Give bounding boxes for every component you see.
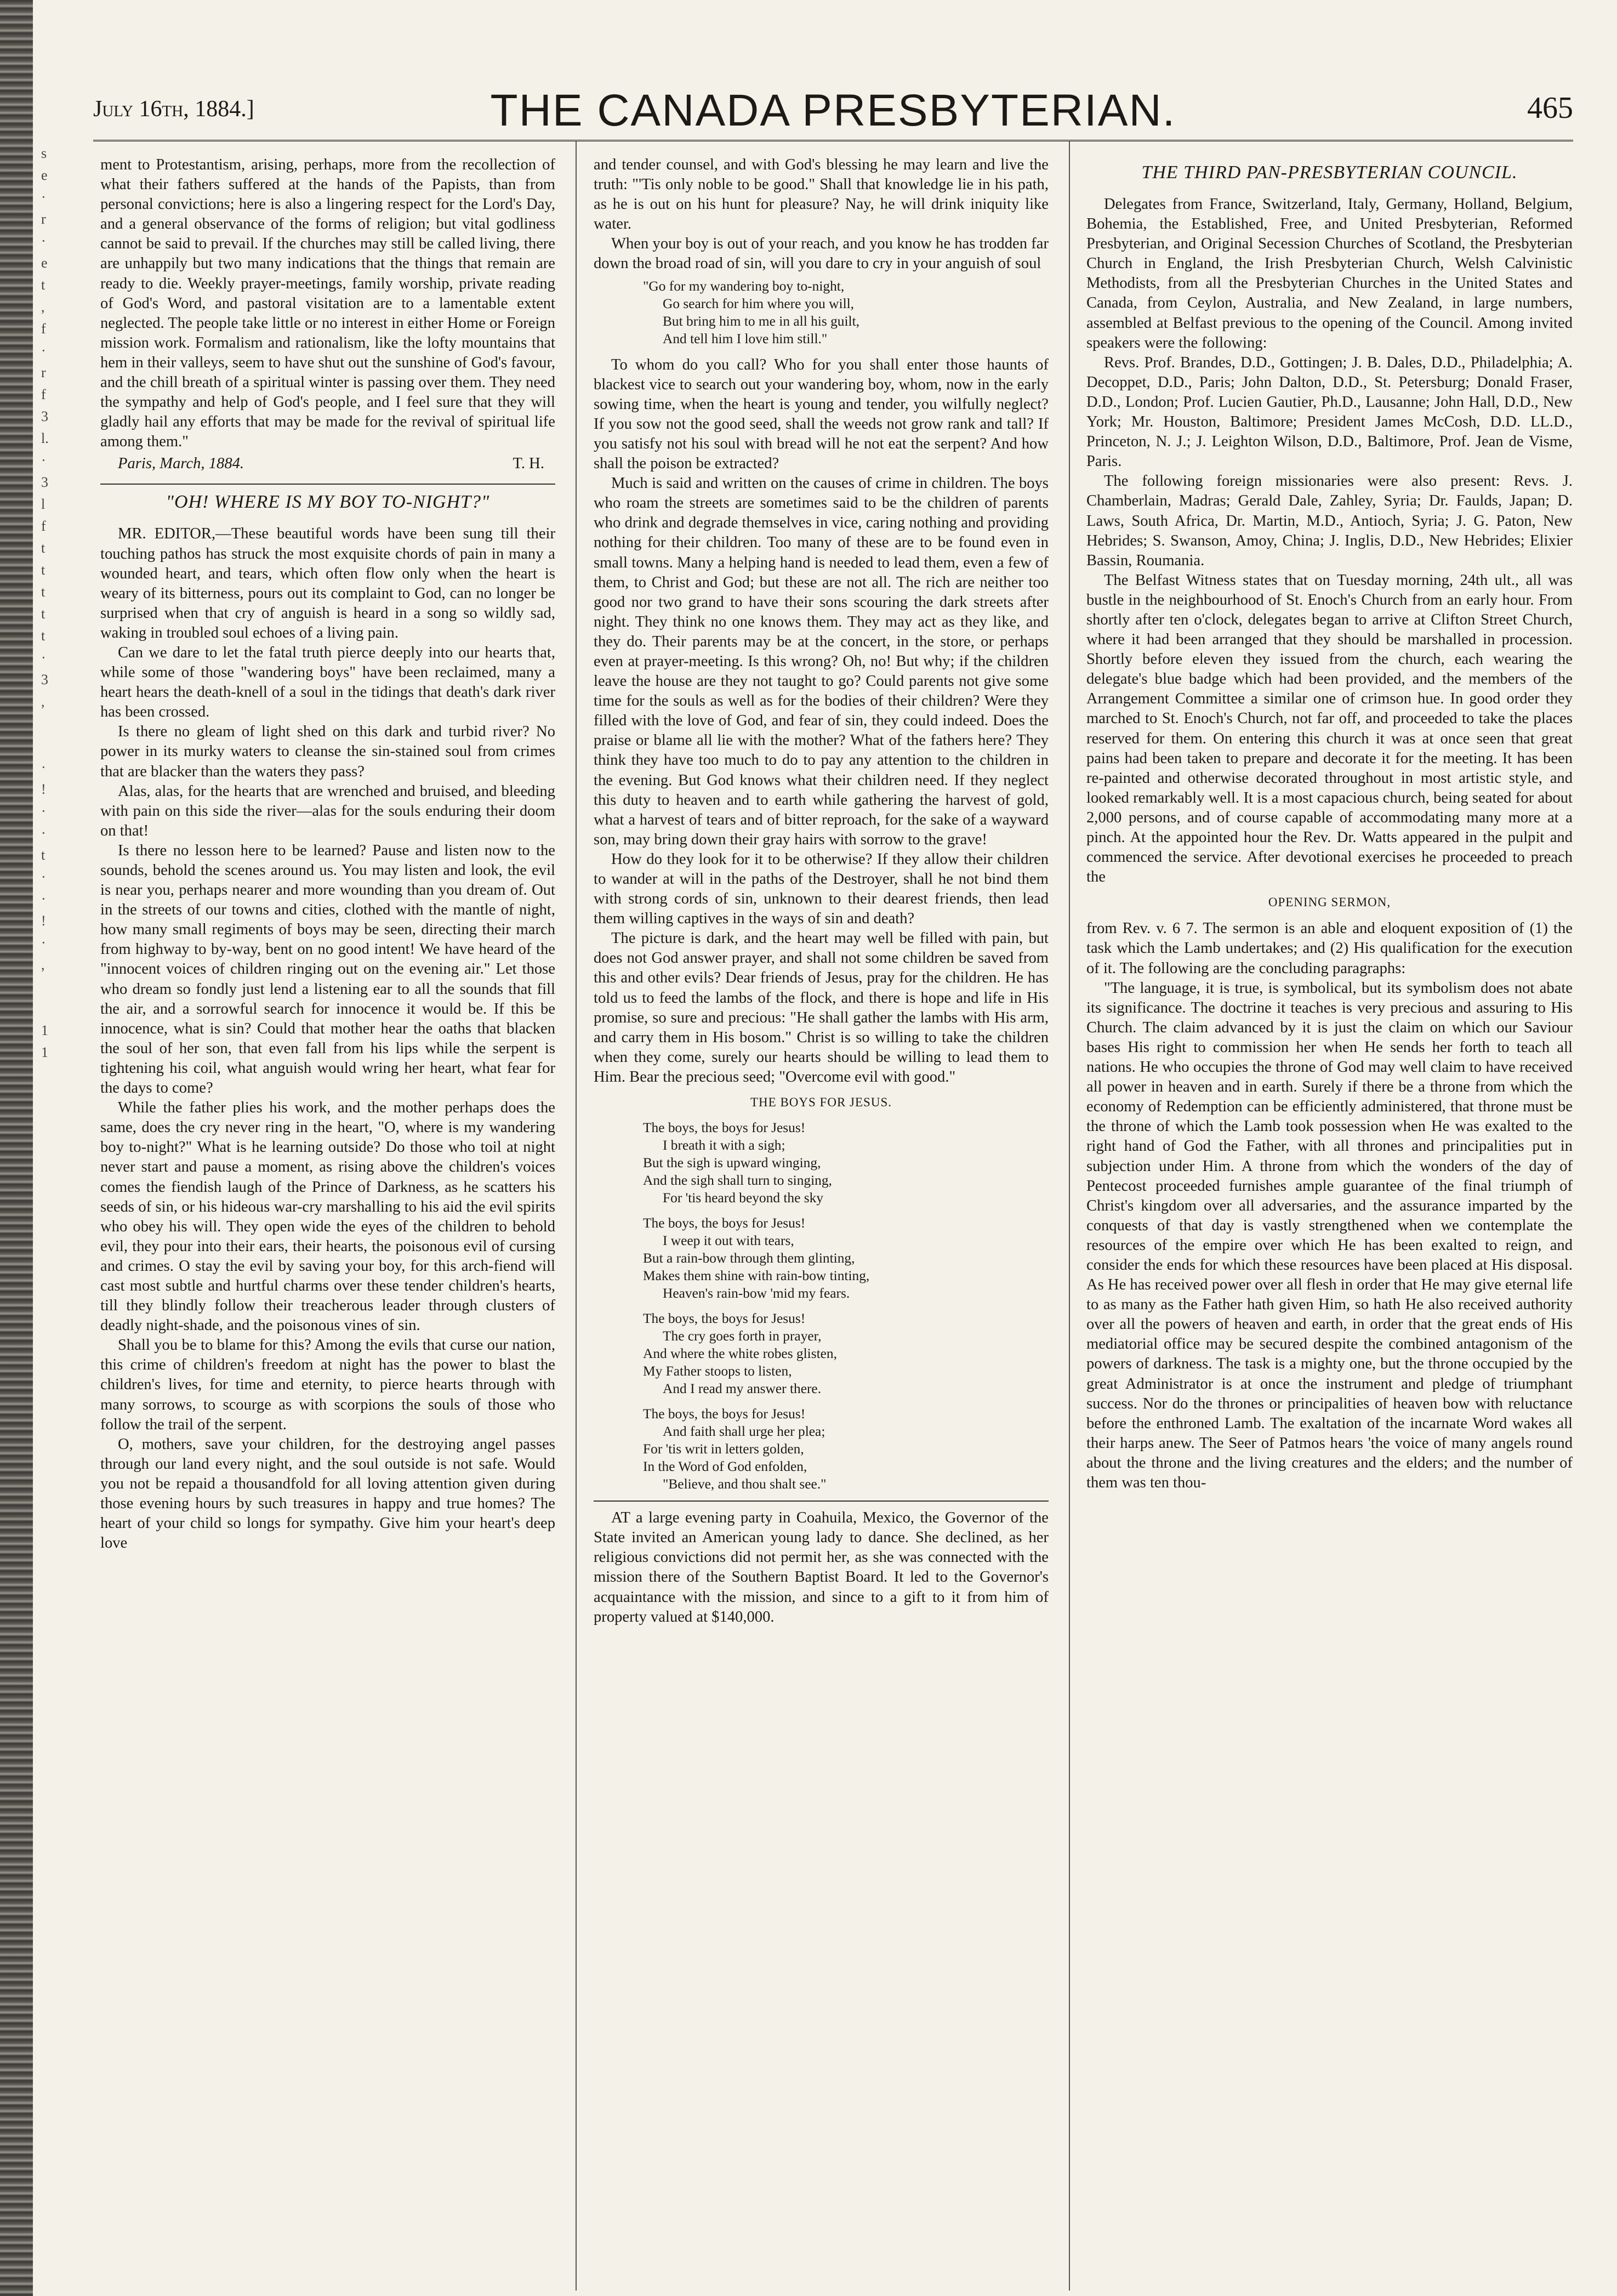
poem-stanza [643,1310,1049,1397]
verse-line: I breath it with a sigh; [663,1138,785,1153]
verse-line: But bring him to me in all his guilt, [663,313,859,329]
section-rule [594,1501,1049,1502]
paragraph: How do they look for it to be otherwise? If they allow their children to wander at will in the paths of the Destroyer, shall he not bind them with strong cords of sin, unknown to their dearest friends, then lead them willing captives in the ways of sin and death? [594,850,1049,928]
paragraph: from Rev. v. 6 7. The sermon is an able and eloquent exposition of (1) the task which the Lamb undertakes; and (2) His qualification for the execution of it. The following are the concluding paragraphs: [1086,920,1573,977]
paragraph: Delegates from France, Switzerland, Italy, Germany, Holland, Belgium, Bohemia, the Established, Free, and United Presbyterian, Reformed Presbyterian, and Original Secession Churches of Scotland, the Presbyterian Church in England, the Irish Presbyterian Church, Welsh Calvinistic Methodists, from all the Presbyterian Churches in the United States and Canada, from Ceylon, Australia, and New Zealand, in large numbers, assembled at Belfast previous to the opening of the Council. Among invited speakers were the following: [1086,196,1573,351]
paragraph: "The language, it is true, is symbolical, but its symbolism does not abate its significance. The doctrine it teaches is very precious and assuring to His Church. The claim advanced by it is just the claim on which our Saviour bases His right to commission her when He sends her forth to teach all nations. He who occupies the throne of God may well claim to have received all power in heaven and in earth. Surely if there be a throne from which the economy of Redemption can be efficiently administered, that throne must be the throne of which the Lamb took possession when He was exalted to the right hand of God the Father, with all thrones and principalities put in subjection under Him. A throne from which the wonders of the day of Pentecost proceeded furnishes ample guarantee of the final triumph of Christ's kingdom over all adversaries, and the assurance imparted by the conquests of that day is vastly strengthened when we contemplate the resources of the empire over which He has been exalted to reign, and consider the ends for which these resources have been placed at His disposal. As He has received power over all flesh in order that He may give eternal life to as many as the Father hath given Him, so hath He also received authority over all the powers of heaven and earth, in order that the great ends of His mediatorial office may be secured despite the combined antagonism of the powers of darkness. The task is a mighty one, but the throne occupied by the great Administrator is at once the instrument and pledge of triumphant success. Nor do the thrones or principalities of heaven bow with reluctance before the enthroned Lamb. The exaltation of the incarnate Word wakes all their harps anew. The Seer of Patmos hears 'the voice of many angels round about the throne and the living creatures and the elders; and the number of them was ten thou- [1086,979,1573,1491]
page-number: 465 [1527,91,1573,125]
paragraph: When your boy is out of your reach, and you know he has trodden far down the broad road of sin, will you dare to cry in your anguish of soul [594,235,1049,272]
verse-line: The boys, the boys for Jesus! [643,1406,806,1422]
paragraph: Is there no lesson here to be learned? Pause and listen now to the sounds, behold the scenes around us. You may listen and look, the evil is near you, perhaps nearer and more wounding than you dream of. Out in the streets of our towns and cities, clothed with the mantle of night, how many small regiments of boys may be seen, directing their march from highway to by-way, bent on no good intent! We have heard of the "innocent voices of children ringing out on the evening air." Let those who dream so fondly just lend a listening ear to all the sounds that fill the air, and a sorrowful search for innocence it would be. If this be innocence, what is sin? Could that mother hear the oaths that blacken the soul of her son, that even fall from his lips while the serpent is tightening his coil, what anguish would wring her heart, what fear for the days to come? [100,842,555,1097]
verse-line: Go search for him where you will, [663,295,855,311]
column-3 [1086,155,1573,1493]
verse-line: And where the white robes glisten, [643,1346,837,1362]
verse-line: But the sigh is upward winging, [643,1155,821,1171]
poem [643,1119,1049,1493]
binding-edge [0,0,33,2296]
column-divider [1069,141,1070,2291]
paragraph: and tender counsel, and with God's blessing he may learn and live the truth: "'Tis only noble to be good." Shall that knowledge lie in his path, as he is out on his hunt for pleasure? Nay, he will drink iniquity like water. [594,156,1049,233]
verse-line: The cry goes forth in prayer, [663,1328,822,1344]
column-divider [576,141,577,2291]
paragraph: ment to Protestantism, arising, perhaps, more from the recollection of what their fathers suffered at the hands of the Papists, than from personal convictions; here is also a lingering respect for the Lord's Day, and a general observance of the forms of religion; but vital godliness cannot be said to prevail. If the churches may still be called living, there are unhappily but two many indications that the things that remain are ready to die. Weekly prayer-meetings, family worship, private reading of God's Word, and pastoral visitation are to a lamentable extent neglected. The people take little or no interest in either Home or Foreign mission work. Formalism and rationalism, like the lofty mountains that hem in their valleys, seem to have shut out the sunshine of God's favour, and the chill breath of a spiritual winter is passing over them. They need the sympathy and help of God's people, and I feel sure that they will gladly hail any efforts that may be made for the revival of spiritual life among them." [100,156,555,451]
paragraph: Shall you be to blame for this? Among the evils that curse our nation, this crime of children's freedom at night has the power to blast the children's lives, for time and eternity, to pierce hearts through with many sorrows, to scourge as with scorpions the souls of those who follow the trail of the serpent. [100,1337,555,1433]
verse-line: "Go for my wandering boy to-night, [643,278,845,294]
paragraph: Much is said and written on the causes of crime in children. The boys who roam the streets are sometimes said to be the children of parents who drink and degrade themselves in vice, caring nothing and providing nothing for their children. Too many of these are to be found even in small towns. Many a helping hand is needed to lead them, even a few of them, to Christ and God; but these are not all. The rich are neither too good nor two grand to have their sons scouring the dark streets after night. They think no one knows them. They may act as they like, and they do. Their parents may be at the concert, in the store, or perhaps even at prayer-meeting. Is this wrong? Oh, no! But why; if the children leave the house are they not taught to go? Could parents not give some time for the souls as well as for the bodies of their children? Were they filled with the love of God, and fear of sin, they could indeed. Does the praise or blame all lie with the mother? What of the fathers here? They think they have too much to do to pay any attention to the children in the evening. But God knows what their children need. If they neglect this duty to heaven and to earth while gathering the harvest of gold, what a harvest of tears and of bitter reproach, for the sake of a wayward son, may bring down their gray hairs with sorrow to the grave! [594,475,1049,848]
masthead-rule [93,140,1573,141]
verse-line: And the sigh shall turn to singing, [643,1173,832,1189]
paragraph: The Belfast Witness states that on Tuesday morning, 24th ult., all was bustle in the neighbourhood of St. Enoch's Church from an early hour. From shortly after ten o'clock, delegates began to arrive at Clifton Street Church, where it had been arranged that they should be marshalled in procession. Shortly before eleven they issued from the church, each wearing the delegate's blue badge which had been provided, and the members of the Arrangement Committee a similar one of crimson hue. In good order they marched to St. Enoch's Church, not far off, and proceeded to take the places reserved for them. On entering this church it was at once seen that great pains had been taken to prepare and decorate it for the meeting. It has been re-painted and otherwise decorated throughout in most artistic style, and looked remarkably well. It is a most capacious church, being seated for about 2,000 persons, and of course capable of accommodating many more at a pinch. At the appointed hour the Rev. Dr. Watts appeared in the pulpit and commenced the service. After devotional exercises he proceeded to preach the [1086,571,1573,886]
paragraph: Can we dare to let the fatal truth pierce deeply into our hearts that, while some of those "wandering boys" have been reclaimed, many a heart hears the death-knell of a soul in the tidings that death's dark river has been crossed. [100,644,555,721]
verse-line: The boys, the boys for Jesus! [643,1311,806,1327]
verse-line: Makes them shine with rain-bow tinting, [643,1268,870,1284]
newspaper-title: THE CANADA PRESBYTERIAN. [490,86,1176,135]
verse-line: But a rain-bow through them glinting, [643,1251,855,1266]
paragraph: O, mothers, save your children, for the destroying angel passes through our land every night, and the soul outside is not safe. Would you not be repaid a thousandfold for all loving attention given during those evening hours by such treasures in happy and true homes? The heart of your child so longs for sympathy. Give him your heart's deep love [100,1435,555,1552]
paragraph: Alas, alas, for the hearts that are wrenched and bruised, and bleeding with pain on this side the river—alas for the souls enduring their doom on that! [100,782,555,839]
verse-line: For 'tis writ in letters golden, [643,1441,804,1457]
poem-stanza [643,1405,1049,1493]
column-2 [594,155,1049,1627]
margin-marks: s e · r · e t , f · r f 3 l. · 3 l f t t t t t · 3 , · ! · · t · · ! · , 1 1 [41,145,49,1060]
paragraph: AT a large evening party in Coahuila, Mexico, the Governor of the State invited an American young lady to dance. She declined, as her religious convictions did not permit her, as she was connected with the mission there of the Southern Baptist Board. It led to the Governor's acquaintance with the mission, and since to a gift to it from him of property valued at $140,000. [594,1509,1049,1626]
letter-signature [100,454,555,476]
verse-line: Heaven's rain-bow 'mid my fears. [663,1286,850,1302]
section-rule [100,484,555,485]
verse-line: I weep it out with tears, [663,1233,794,1249]
article-heading: "OH! WHERE IS MY BOY TO-NIGHT?" [166,492,490,513]
verse-line: And I read my answer there. [663,1381,822,1397]
paragraph: The picture is dark, and the heart may well be filled with pain, but does not God answer prayer, and shall not some children be saved from this and other evils? Dear friends of Jesus, pray for the children. He has told us to feed the lambs of the flock, and there is hope and life in His promise, so sure and precious: "He shall gather the lambs with His arm, and carry them in His bosom." Christ is so willing to take the children when they come, surely our hearts should be willing to lead them to Him. Bear the precious seed; "Overcome evil with good." [594,930,1049,1086]
poem-stanza [643,1214,1049,1302]
article-heading: THE THIRD PAN-PRESBYTERIAN COUNCIL. [1141,162,1518,183]
paragraph: While the father plies his work, and the mother perhaps does the same, does the cry never ring in the heart, "O, where is my wandering boy to-night?" What is he learning outside? Do those who toil at night never start and pause a moment, as rising above the children's voices comes the fiendish laugh of the Prince of Darkness, as he scatters his seeds of sin, or his hideous war-cry marshalling to his aid the evil spirits who obey his will. They open wide the eyes of the children to behold evil, they pour into their ears, their hearts, the poisonous evil of cursing and crimes. O stay the evil by saving your boy, for this arch-fiend will cast most subtle and hurtful charms over these tender children's hearts, till they blindly follow their treacherous leader through clusters of deadly night-shade, and the poisonous vines of sin. [100,1099,555,1334]
section-subheading: OPENING SERMON, [1268,895,1391,910]
verse-line: My Father stoops to listen, [643,1363,792,1379]
issue-date: July 16th, 1884.] [93,96,254,122]
paragraph: MR. EDITOR,—These beautiful words have been sung till their touching pathos has struck the most exquisite chords of pain in many a wounded heart, and tears, which often flow only when the heart is weary of its bitterness, pours out its complaint to God, can no longer be surprised when that cry of anguish is heard in a song so wildly sad, waking in troubled soul echoes of a living pain. [100,525,555,641]
verse-line: For 'tis heard beyond the sky [663,1190,823,1206]
masthead [93,82,1573,143]
paragraph: Revs. Prof. Brandes, D.D., Gottingen; J. B. Dales, D.D., Philadelphia; A. Decoppet, D.D., Paris; John Dalton, D.D., St. Petersburg; Donald Fraser, D.D., London; Prof. Lucien Gautier, Ph.D., Lausanne; John Hall, D.D., New York; Mr. Houston, Baltimore; President James McCosh, D.D. LL.D., Princeton, N. J.; J. Leighton Wilson, D.D., Baltimore, Prof. Jean de Visme, Paris. [1086,354,1573,470]
signature-initials: T. H. [513,455,544,473]
paragraph: Is there no gleam of light shed on this dark and turbid river? No power in its murky waters to cleanse the sin-stained soul from crimes that are blacker than the waters they pass? [100,723,555,780]
poem-stanza [643,1119,1049,1207]
signature-place-date: Paris, March, 1884. [118,455,244,473]
verse-line: In the Word of God enfolden, [643,1459,807,1475]
paragraph: To whom do you call? Who for you shall enter those haunts of blackest vice to search out your wandering boy, whom, now in the early sowing time, when the heart is young and tender, you wilfully neglect? If you sow not the good seed, shall the weeds not grow rank and tall? If you satisfy not his soul with bread will he not eat the serpent? And how shall the poison be extracted? [594,356,1049,473]
verse-line: And tell him I love him still." [663,331,828,346]
verse-line: The boys, the boys for Jesus! [643,1215,806,1231]
verse-line: "Believe, and thou shalt see." [663,1476,827,1492]
verse-line: The boys, the boys for Jesus! [643,1120,806,1136]
column-1 [100,155,555,1553]
verse-line: And faith shall urge her plea; [663,1424,825,1440]
quoted-verse [643,277,1049,348]
paragraph: The following foreign missionaries were also present: Revs. J. Chamberlain, Madras; Gerald Dale, Zahley, Syria; Dr. Faulds, Japan; D. Laws, South Africa, Dr. Martin, M.D., Antioch, Syria; J. G. Paton, New Hebrides; S. Swanson, Amoy, China; J. Inglis, D.D., New Hebrides; Elixier Bassin, Roumania. [1086,473,1573,569]
poem-title: THE BOYS FOR JESUS. [750,1095,892,1110]
